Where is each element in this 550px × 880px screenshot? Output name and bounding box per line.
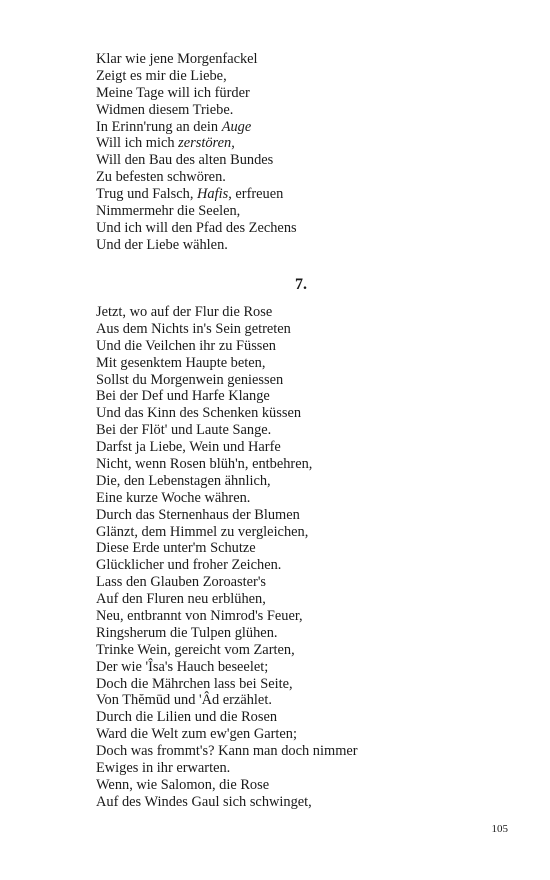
verse-line: Neu, entbrannt von Nimrod's Feuer, — [96, 608, 303, 625]
stanza-1 — [96, 51, 496, 254]
verse-line: Will den Bau des alten Bundes — [96, 152, 274, 169]
verse-line: Glücklicher und froher Zeichen. — [96, 557, 282, 574]
verse-line: Durch das Sternenhaus der Blumen — [96, 506, 300, 523]
verse-line: Darfst ja Liebe, Wein und Harfe — [96, 439, 281, 456]
verse-line: Und der Liebe wählen. — [96, 236, 228, 253]
verse-text: , — [231, 135, 235, 152]
verse-line: Durch die Lilien und die Rosen — [96, 709, 278, 726]
verse-line: Aus dem Nichts in's Sein getreten — [96, 320, 291, 337]
verse-line: Auf den Fluren neu erblühen, — [96, 591, 266, 608]
verse-text: Will ich mich — [96, 135, 179, 152]
verse-line: Mit gesenktem Haupte beten, — [96, 354, 266, 371]
verse-line: Doch die Mährchen lass bei Seite, — [96, 675, 293, 692]
verse-emphasis: Hafis — [197, 186, 229, 203]
verse-line: Der wie 'Îsa's Hauch beseelet; — [96, 658, 269, 675]
verse-line: Bei der Def und Harfe Klange — [96, 388, 270, 405]
verse-text: Trug und Falsch, — [96, 186, 198, 203]
verse-line: Eine kurze Woche währen. — [96, 489, 251, 506]
verse-line — [96, 119, 496, 136]
verse-line: Ewiges in ihr erwarten. — [96, 760, 231, 777]
verse-line: Zeigt es mir die Liebe, — [96, 67, 227, 84]
verse-line: Von Thĕmūd und 'Âd erzählet. — [96, 692, 272, 709]
verse-line: Sollst du Morgenwein geniessen — [96, 371, 284, 388]
verse-line: Diese Erde unter'm Schutze — [96, 540, 256, 557]
verse-line — [96, 135, 496, 152]
verse-line: Wenn, wie Salomon, die Rose — [96, 776, 270, 793]
verse-emphasis: Auge — [221, 118, 252, 135]
verse-line: Glänzt, dem Himmel zu vergleichen, — [96, 523, 309, 540]
verse-line — [96, 186, 496, 203]
verse-line: Lass den Glauben Zoroaster's — [96, 574, 267, 591]
verse-line: Und das Kinn des Schenken küssen — [96, 405, 302, 422]
verse-line: Jetzt, wo auf der Flur die Rose — [96, 304, 273, 320]
stanza-2 — [96, 304, 496, 811]
verse-line: Nimmermehr die Seelen, — [96, 203, 241, 220]
verse-line: Auf des Windes Gaul sich schwinget, — [96, 793, 312, 810]
verse-line: Doch was frommt's? Kann man doch nimmer — [96, 743, 358, 760]
verse-text: In Erinn'rung an dein — [96, 118, 222, 135]
page-number: 105 — [491, 823, 508, 835]
verse-text: , erfreuen — [228, 186, 284, 203]
verse-line: Ringsherum die Tulpen glühen. — [96, 624, 278, 641]
verse-line: Trinke Wein, gereicht vom Zarten, — [96, 641, 295, 658]
verse-line: Nicht, wenn Rosen blüh'n, entbehren, — [96, 456, 313, 473]
verse-line: Ward die Welt zum ew'gen Garten; — [96, 726, 298, 743]
section-number: 7. — [295, 276, 307, 293]
verse-line: Klar wie jene Morgenfackel — [96, 51, 258, 67]
verse-line: Die, den Lebenstagen ähnlich, — [96, 472, 271, 489]
verse-line: Bei der Flöt' und Laute Sange. — [96, 422, 272, 439]
verse-line: Meine Tage will ich fürder — [96, 84, 250, 101]
verse-line: Und ich will den Pfad des Zechens — [96, 219, 297, 236]
verse-line: Zu befesten schwören. — [96, 169, 226, 186]
verse-line: Und die Veilchen ihr zu Füssen — [96, 337, 276, 354]
verse-emphasis: zerstören — [178, 135, 232, 152]
verse-line: Widmen diesem Triebe. — [96, 101, 234, 118]
